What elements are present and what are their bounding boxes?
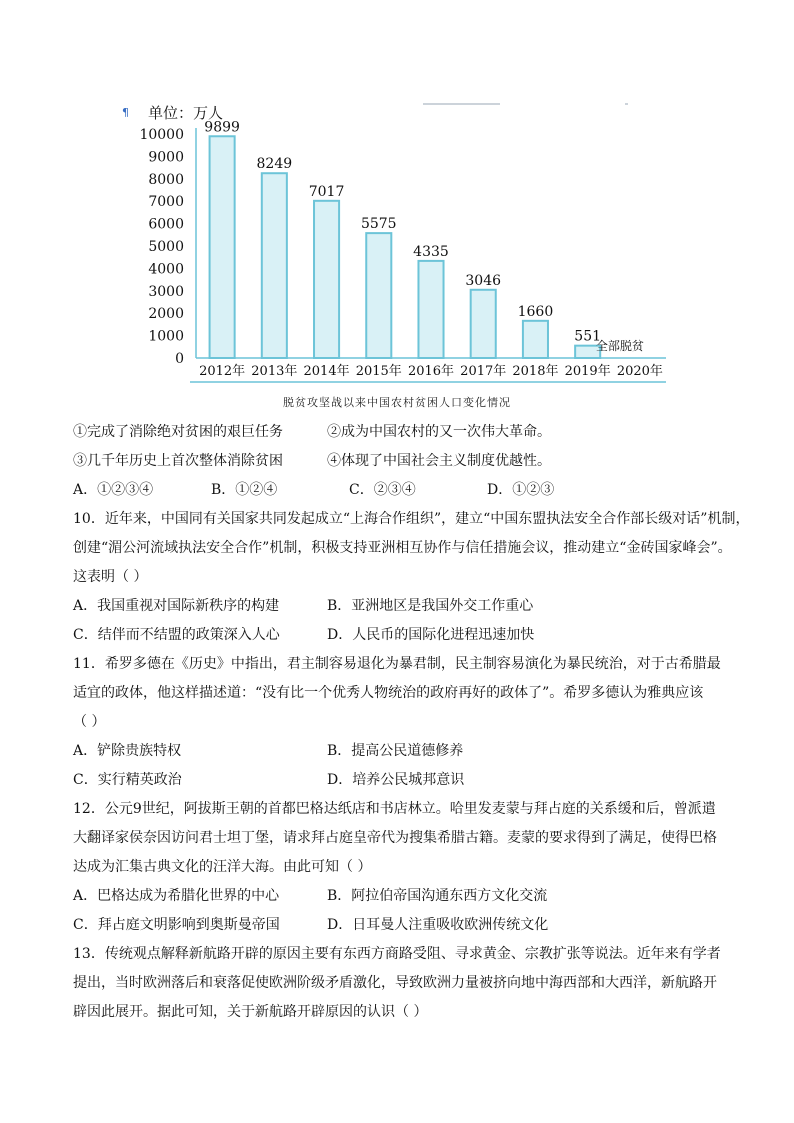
q10-stem-line-1: 10．近年来，中国同有关国家共同发起成立“上海合作组织”，建立“中国东盟执法安全合作部长级对话”机制， — [73, 511, 750, 527]
q12-stem-line-1: 12．公元9世纪，阿拔斯王朝的首都巴格达纸店和书店林立。哈里发麦蒙与拜占庭的关系缓和后，曾派遣 — [73, 801, 716, 817]
x-tick-label: 2014年 — [303, 364, 350, 379]
q12-choice-c[interactable]: C．拜占庭文明影响到奥斯曼帝国 — [73, 917, 280, 933]
q9-choice-b[interactable]: B．①②④ — [211, 482, 278, 498]
bar — [314, 201, 339, 358]
q9-options-row-1 — [73, 418, 733, 447]
q11-stem-line-1: 11．希罗多德在《历史》中指出，君主制容易退化为暴君制，民主制容易演化为暴民统治，对于古希腊最 — [73, 656, 721, 672]
q11-stem-line-2: 适宜的政体，他这样描述道：“没有比一个优秀人物统治的政府再好的政体了”。希罗多德认为雅典应该 — [73, 685, 704, 701]
x-tick-label: 2018年 — [512, 364, 559, 379]
q9-statement-1: ①完成了消除绝对贫困的艰巨任务 — [73, 424, 283, 440]
data-label: 4335 — [413, 243, 449, 260]
y-tick-label: 10000 — [139, 127, 184, 143]
q9-options-row-2 — [73, 447, 733, 476]
y-tick-label: 0 — [175, 351, 184, 367]
q12-choices-row-2 — [73, 911, 733, 940]
q10-choice-d[interactable]: D．人民币的国际化进程迅速加快 — [327, 627, 535, 643]
questions — [73, 418, 750, 1027]
chart-canvas — [118, 96, 678, 386]
x-tick-label: 2020年 — [616, 364, 663, 379]
q9-choice-a[interactable]: A．①②③④ — [73, 482, 154, 498]
q10-choices-row-1 — [73, 592, 733, 621]
bar-chart — [118, 96, 678, 386]
x-tick-label: 2015年 — [355, 364, 402, 379]
q9-choice-c[interactable]: C．②③④ — [349, 482, 416, 498]
q11-choices-row-1 — [73, 737, 733, 766]
y-tick-label: 9000 — [148, 149, 184, 166]
q13-stem-line-1: 13．传统观点解释新航路开辟的原因主要有东西方商路受阻、寻求黄金、宗教扩张等说法。近年来有学者 — [73, 946, 721, 962]
q10-choice-a[interactable]: A．我国重视对国际新秩序的构建 — [73, 598, 280, 614]
bar — [471, 290, 496, 358]
q9-statement-2: ②成为中国农村的又一次伟大革命。 — [327, 424, 551, 440]
y-tick-label: 5000 — [148, 239, 184, 255]
q9-statement-3: ③几千年历史上首次整体消除贫困 — [73, 453, 283, 469]
q13-stem-line-3: 辟因此展开。据此可知，关于新航路开辟原因的认识（ ） — [73, 1004, 428, 1020]
q10-stem-line-2: 创建“湄公河流域执法安全合作”机制，积极支持亚洲相互协作与信任措施会议，推动建立“金砖国家峰会”。 — [73, 540, 732, 556]
y-tick-label: 3000 — [148, 283, 184, 300]
q13-stem-line-2: 提出，当时欧洲落后和衰落促使欧洲阶级矛盾激化，导致欧洲力量被挤向地中海西部和大西洋，新航路开 — [73, 975, 717, 991]
data-label-note: 全部脱贫 — [595, 339, 644, 353]
q11-choice-c[interactable]: C．实行精英政治 — [73, 772, 182, 788]
q12-choices-row-1 — [73, 882, 733, 911]
q11-stem-line-3: （ ） — [73, 714, 106, 730]
data-label: 7017 — [308, 183, 345, 200]
chart-caption: 脱贫攻坚战以来中国农村贫困人口变化情况 — [283, 396, 511, 409]
x-tick-label: 2012年 — [199, 364, 246, 379]
data-label: 5575 — [360, 216, 397, 233]
y-tick-label: 1000 — [148, 328, 184, 345]
data-label: 9899 — [204, 119, 240, 136]
q10-stem-line-3: 这表明（ ） — [73, 569, 148, 585]
q11-choice-b[interactable]: B．提高公民道德修养 — [327, 743, 464, 759]
data-label: 1660 — [517, 303, 554, 320]
data-label: 551 — [574, 328, 602, 345]
q11-choice-d[interactable]: D．培养公民城邦意识 — [327, 772, 465, 788]
y-tick-label: 7000 — [148, 194, 184, 211]
q9-statement-4: ④体现了中国社会主义制度优越性。 — [327, 453, 551, 469]
x-tick-label: 2016年 — [407, 364, 455, 379]
unit-label: 单位：万人 — [148, 104, 224, 122]
x-tick-label: 2017年 — [460, 364, 507, 379]
bar — [262, 173, 287, 358]
y-tick-label: 8000 — [148, 171, 184, 188]
data-label: 3046 — [465, 272, 502, 289]
data-label: 8249 — [256, 156, 293, 173]
y-tick-label: 2000 — [148, 306, 184, 323]
q12-choice-a[interactable]: A．巴格达成为希腊化世界的中心 — [73, 888, 280, 904]
q9-choice-d[interactable]: D．①②③ — [487, 482, 555, 498]
q12-choice-b[interactable]: B．阿拉伯帝国沟通东西方文化交流 — [327, 888, 548, 904]
q9-choices — [73, 476, 733, 505]
bar — [366, 233, 391, 358]
y-tick-label: 4000 — [148, 261, 184, 278]
q12-choice-d[interactable]: D．日耳曼人注重吸收欧洲传统文化 — [327, 917, 549, 933]
q12-stem-line-2: 大翻译家侯奈因访问君士坦丁堡，请求拜占庭皇帝代为搜集希腊古籍。麦蒙的要求得到了满足，使得巴格 — [73, 830, 717, 846]
pilcrow-mark: ¶ — [122, 106, 129, 119]
q12-stem-line-3: 达成为汇集古典文化的汪洋大海。由此可知（ ） — [73, 859, 372, 875]
q10-choice-c[interactable]: C．结伴而不结盟的政策深入人心 — [73, 627, 280, 643]
x-tick-label: 2019年 — [564, 364, 611, 379]
q10-choice-b[interactable]: B．亚洲地区是我国外交工作重心 — [327, 598, 534, 614]
bar — [210, 136, 235, 358]
bar — [523, 321, 548, 358]
y-tick-label: 6000 — [148, 216, 184, 233]
bar — [418, 261, 443, 358]
q11-choices-row-2 — [73, 766, 733, 795]
x-tick-label: 2013年 — [251, 364, 298, 379]
q11-choice-a[interactable]: A．铲除贵族特权 — [73, 743, 182, 759]
q10-choices-row-2 — [73, 621, 733, 650]
